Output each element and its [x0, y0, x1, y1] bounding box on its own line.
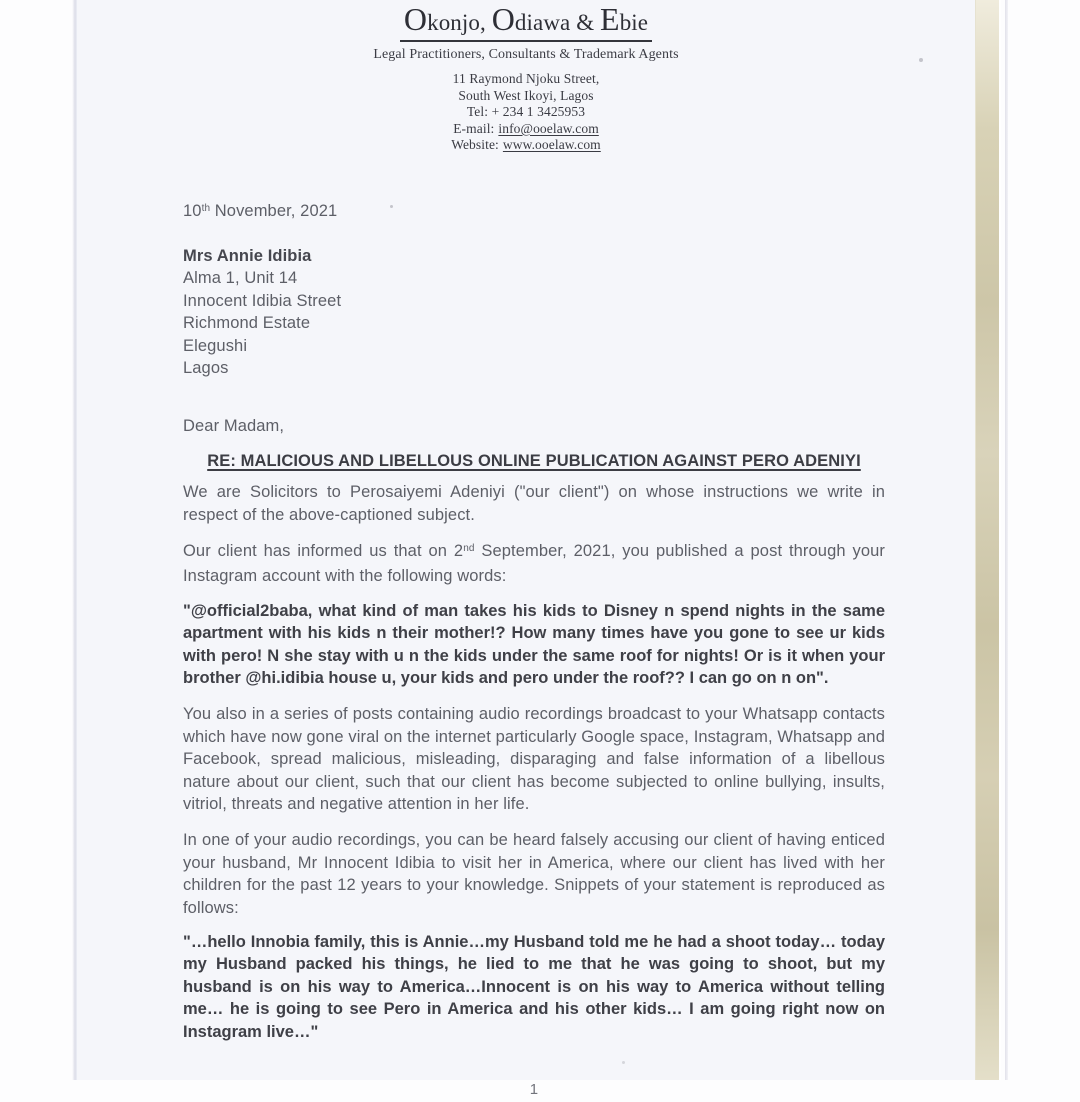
scan-speck [622, 1061, 625, 1064]
recipient-address-line: Lagos [183, 358, 229, 377]
letterhead-street: 11 Raymond Njoku Street, [452, 71, 600, 86]
email-link: info@ooelaw.com [498, 120, 599, 136]
paragraph-text: September, 2021, you published a post through your Instagram account with the following words: [183, 541, 885, 586]
paragraph-text: Our client has informed us that on 2 [183, 541, 464, 560]
letterhead-address [175, 71, 877, 154]
second-sheet-edge [1005, 0, 1008, 1080]
body-paragraph-4: In one of your audio recordings, you can be heard falsely accusing our client of having enticed your husband, Mr Innocent Idibia to visit her in America, where our client has lived with her children for the past 12 years to your knowledge. Snippets of your statement is reproduced as follows: [183, 831, 885, 917]
firm-name-segment: diawa & [514, 10, 601, 35]
body-paragraph-3: You also in a series of posts containing audio recordings broadcast to your Whatsapp contacts which have now gone viral on the internet particularly Google space, Instagram, Whatsapp and Facebook, spread malicious, misleading, disparaging and false information of a libellous nature about our client, such that our client has become subjected to online bullying, insults, vitriol, threats and negative attention in her life. [183, 705, 885, 814]
recipient-address-line: Richmond Estate [183, 314, 311, 333]
firm-name [175, 3, 877, 42]
email-label: E-mail: [453, 120, 495, 136]
body-paragraph-2 [183, 540, 885, 588]
firm-name-segment: bie [619, 10, 649, 35]
letterhead-phone: Tel: + 234 1 3425953 [466, 104, 586, 119]
subject-line: RE: MALICIOUS AND LIBELLOUS ONLINE PUBLICATION AGAINST PERO ADENIYI [207, 451, 861, 470]
date-day: 10 [183, 201, 202, 220]
letter-date [183, 200, 885, 225]
firm-name-segment: konjo, [427, 10, 492, 35]
quoted-instagram-post: "@official2baba, what kind of man takes his kids to Disney n spend nights in the same apartment with his kids n their mother!? How many times have you gone to see ur kids with pero! N she stay with u n the kids under the same roof for nights! Or is it when your brother @hi.idibia house u, your kids and pero under the roof?? I can go on n on". [183, 601, 885, 687]
scan-speck [390, 205, 393, 208]
firm-initial: O [491, 1, 515, 37]
date-ordinal: th [201, 202, 211, 214]
recipient-address-line: Elegushi [183, 336, 248, 355]
page-number: 1 [529, 1081, 539, 1099]
website-link: www.ooelaw.com [502, 137, 601, 152]
letterhead [175, 3, 877, 154]
page-curl-edge [975, 0, 1001, 1080]
letterhead-website-line [175, 137, 877, 154]
scan-speck [919, 58, 923, 62]
body-paragraph-1: We are Solicitors to Perosaiyemi Adeniyi ("our client") on whose instructions we write in respect of the above-captioned subject. [183, 483, 885, 524]
recipient-address-line: Alma 1, Unit 14 [183, 269, 298, 288]
letter-page [77, 0, 975, 1099]
letterhead-city: South West Ikoyi, Lagos [458, 87, 594, 103]
salutation: Dear Madam, [183, 417, 285, 436]
ordinal-superscript: nd [463, 542, 475, 554]
quoted-audio-transcript: "…hello Innobia family, this is Annie…my Husband told me he had a shoot today… today my Husband packed his things, he lied to me that he was going to shoot, but my husband is on his way to America…Innocent is on his way to America without telling me… he is going to see Pero in America and his other kids… I am going right now on Instagram live…" [183, 933, 885, 1041]
website-label: Website: [451, 137, 499, 152]
firm-tagline: Legal Practitioners, Consultants & Trademark Agents [373, 47, 679, 62]
recipient-name: Mrs Annie Idibia [183, 246, 312, 265]
firm-name-text [400, 3, 652, 42]
recipient-block [183, 245, 885, 379]
letter-content [77, 0, 975, 1102]
firm-initial: O [403, 1, 428, 37]
letterhead-email-line [175, 121, 877, 138]
recipient-address-line: Innocent Idibia Street [183, 291, 342, 310]
date-rest: November, 2021 [210, 201, 338, 220]
firm-initial: E [600, 1, 620, 37]
